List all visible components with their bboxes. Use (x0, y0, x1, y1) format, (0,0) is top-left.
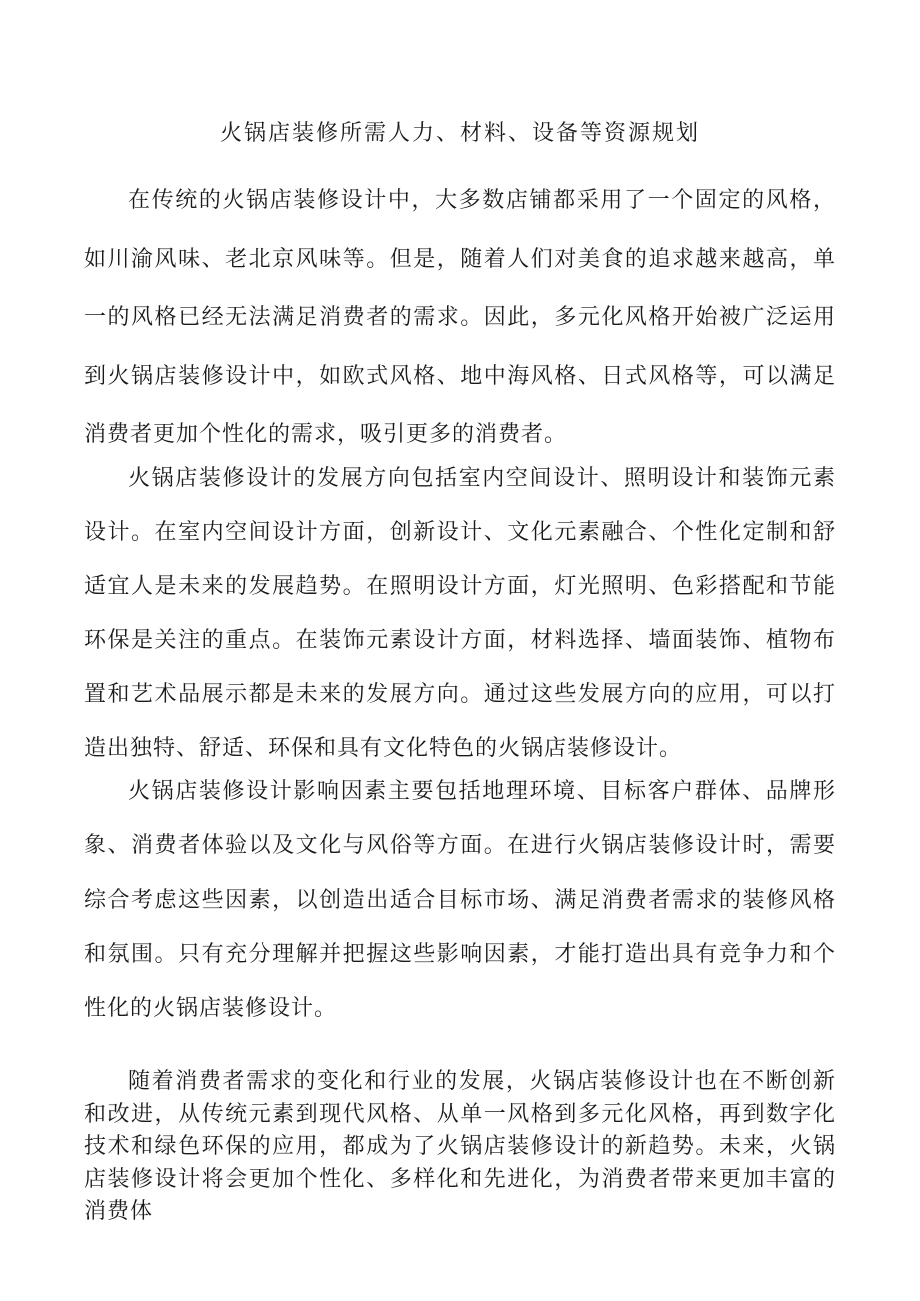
page-title: 火锅店装修所需人力、材料、设备等资源规划 (219, 121, 700, 146)
paragraph-4: 随着消费者需求的变化和行业的发展，火锅店装修设计也在不断创新和改进，从传统元素到现代风格、从单一风格到多元化风格，再到数字化技术和绿色环保的应用，都成为了火锅店装修设计的新趋势。未来，火锅店装修设计将会更加个性化、多样化和先进化，为消费者带来更加丰富的消费体 (84, 1069, 836, 1224)
paragraph-2: 火锅店装修设计的发展方向包括室内空间设计、照明设计和装饰元素设计。在室内空间设计方面，创新设计、文化元素融合、个性化定制和舒适宜人是未来的发展趋势。在照明设计方面，灯光照明、色彩搭配和节能环保是关注的重点。在装饰元素设计方面，材料选择、墙面装饰、植物布置和艺术品展示都是未来的发展方向。通过这些发展方向的应用，可以打造出独特、舒适、环保和具有文化特色的火锅店装修设计。 (84, 466, 836, 761)
paragraph-3: 火锅店装修设计影响因素主要包括地理环境、目标客户群体、品牌形象、消费者体验以及文化与风俗等方面。在进行火锅店装修设计时，需要综合考虑这些因素，以创造出适合目标市场、满足消费者需求的装修风格和氛围。只有充分理解并把握这些影响因素，才能打造出具有竞争力和个性化的火锅店装修设计。 (84, 779, 836, 1022)
paragraph-1: 在传统的火锅店装修设计中，大多数店铺都采用了一个固定的风格，如川渝风味、老北京风味等。但是，随着人们对美食的追求越来越高，单一的风格已经无法满足消费者的需求。因此，多元化风格开始被广泛运用到火锅店装修设计中，如欧式风格、地中海风格、日式风格等，可以满足消费者更加个性化的需求，吸引更多的消费者。 (84, 188, 836, 447)
